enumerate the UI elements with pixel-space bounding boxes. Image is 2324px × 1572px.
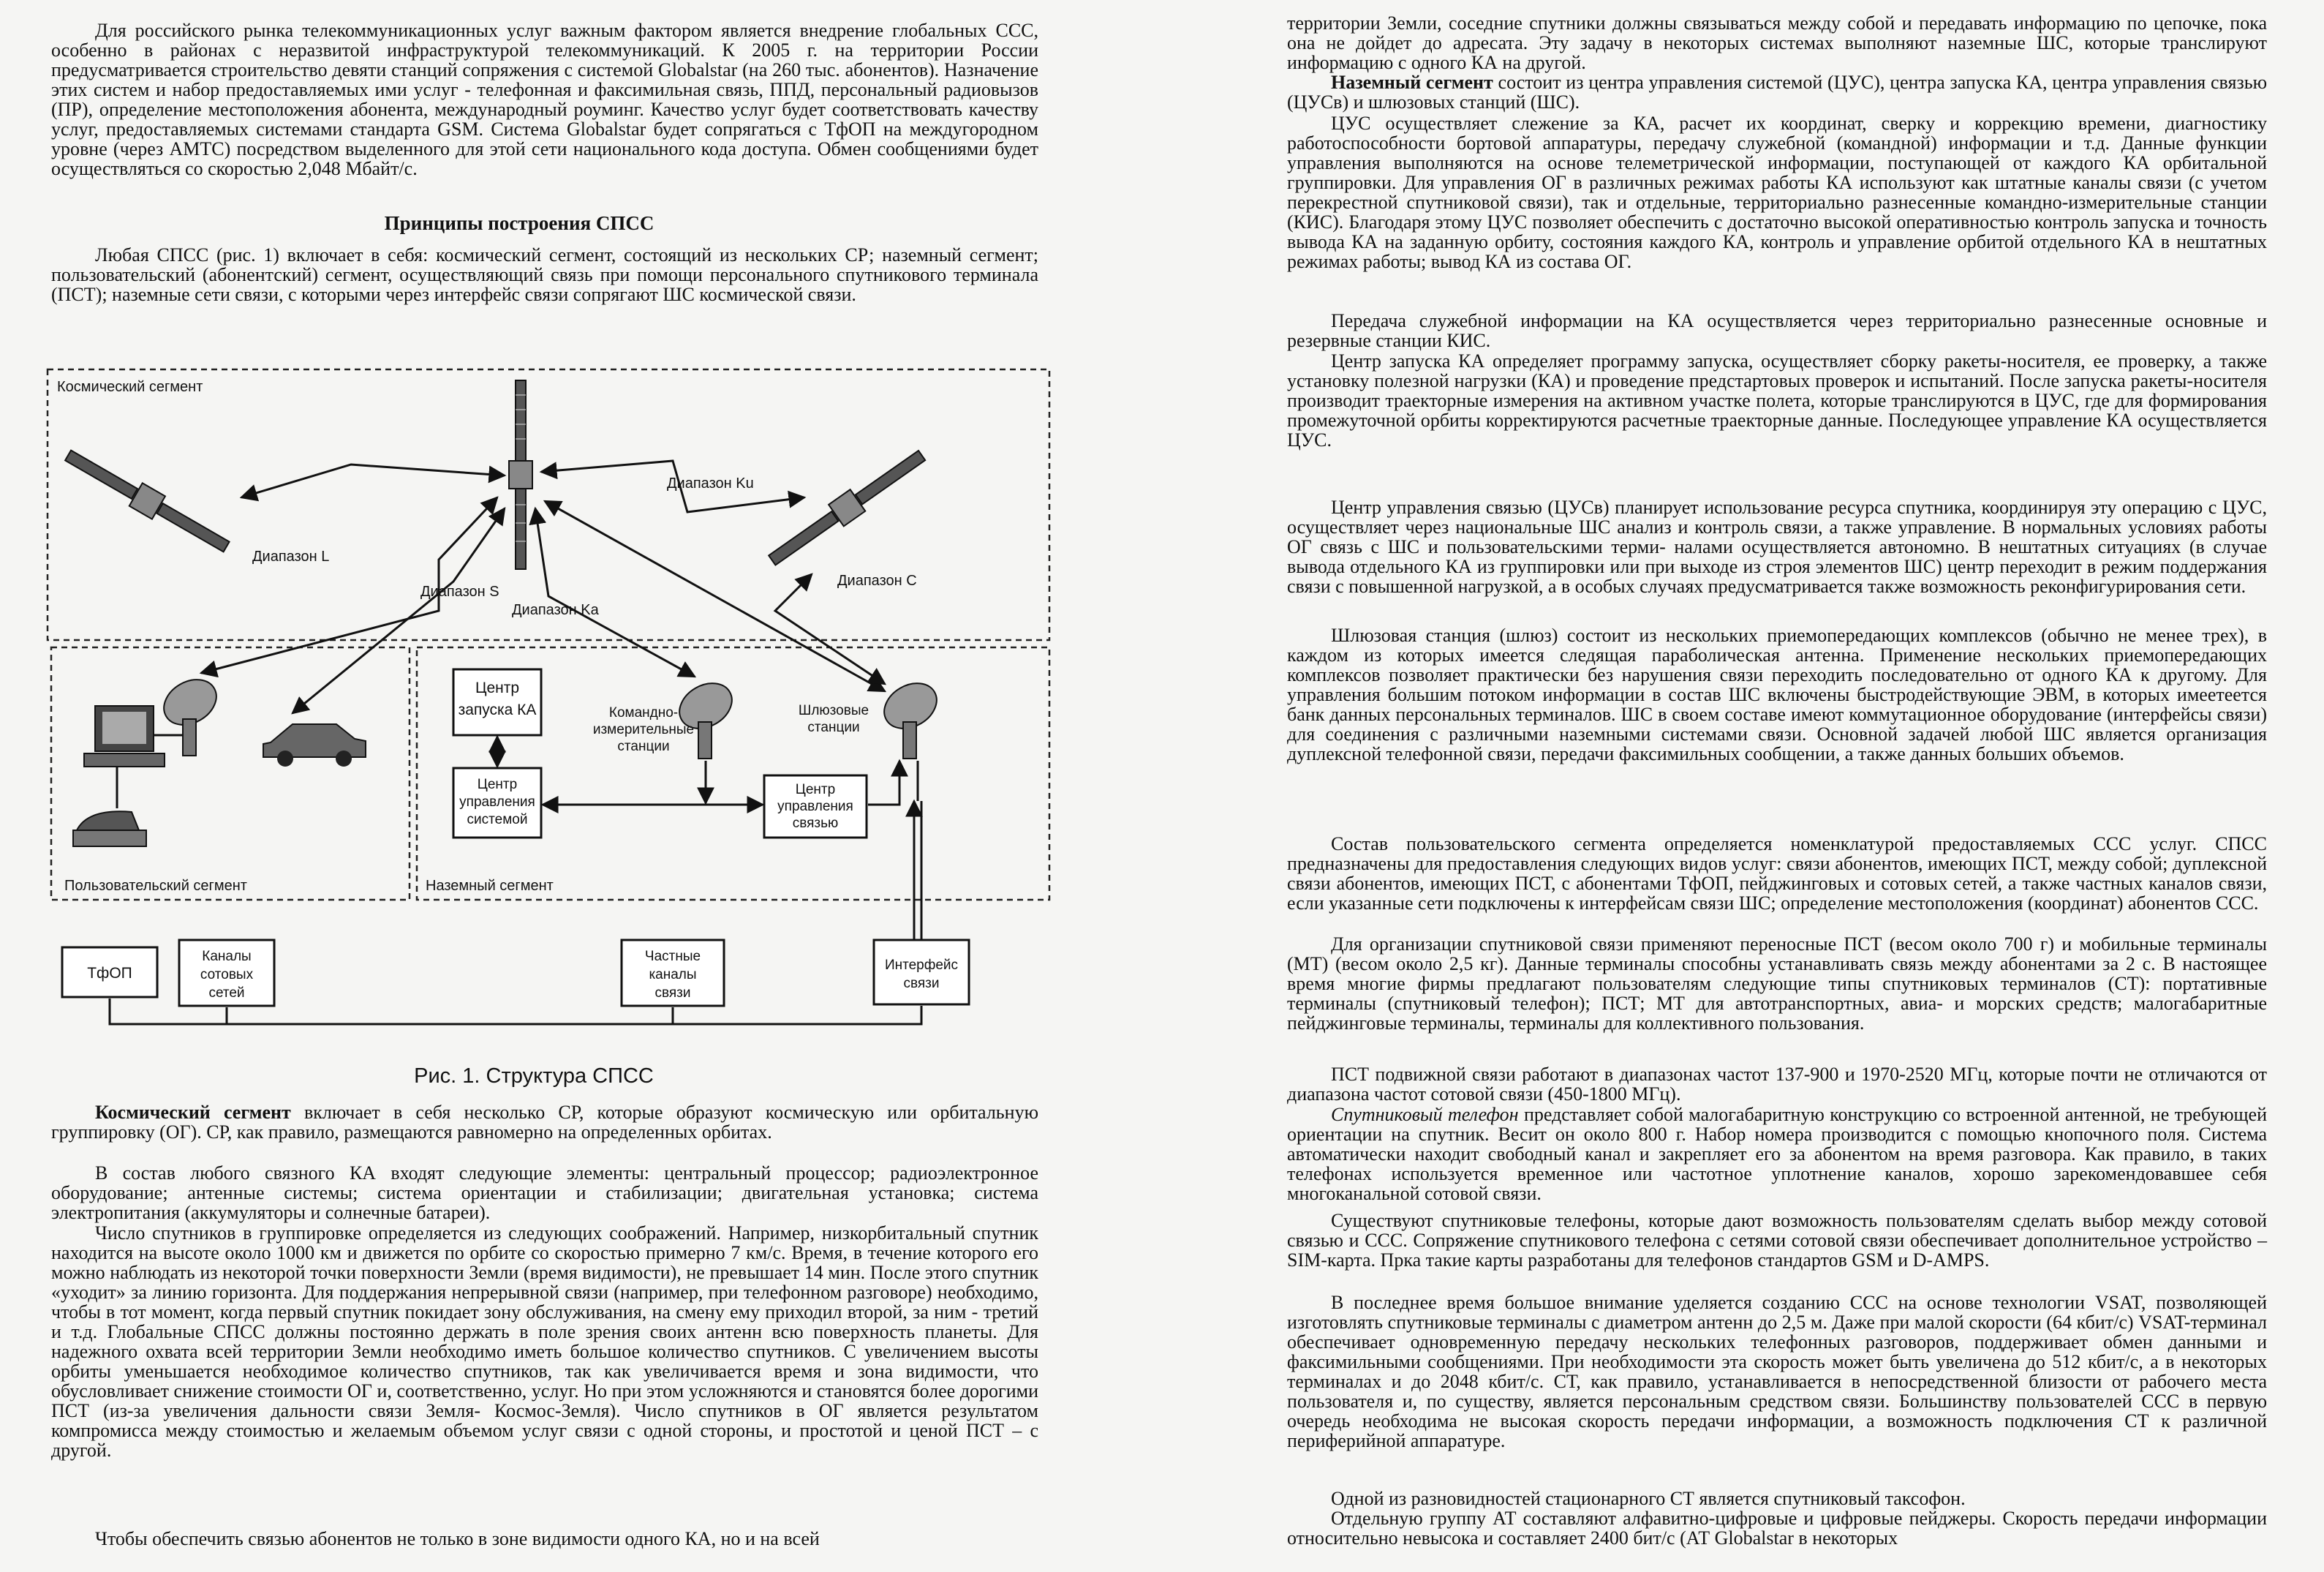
paragraph-globalstar-russia: Для российского рынка телекоммуникационных услуг важным фактором является внедрение глобальных ССС, особенно в районах с неразвитой инфраструктурой телекоммуникаций. К 2005 г. на территории России предусматривается строительство девяти станций сопряжения с системой Globalstar (на 260 тыс. абонентов). Назначение этих систем и набор предоставляемых ими услуг - телефонная и факсимильная связь, ППД, персональный радиовызов (ПР), определение местоположения абонента, международный роуминг. Качество услуг будет соответствовать качеству услуг, предоставляемых системами стандарта GSM. Система Globalstar будет сопрягаться с ТфОП на междугородном уровне (через АМТС) посредством выделенного для этой сети национального кода доступа. Обмен сообщениями будет осуществляться со скоростью 2,048 Мбайт/с.: [51, 20, 1038, 179]
paragraph-terminals: Для организации спутниковой связи применяют переносные ПСТ (весом около 700 г) и мобильные терминалы (МТ) (весом около 2,5 кг). Данные терминалы способны устанавливать связь между абонентами за 2 с. В настоящее время многие фирмы предлагают пользователям следующие типы спутниковых терминалов (СТ): портативные терминалы (спутниковый телефон); ПСТ; МТ для автотранспортных, авиа- и морских средств; малогабаритные пейджинговые терминалы, терминалы для коллективного пользования.: [1287, 933, 2267, 1034]
comm-ctrl-label-2: управления: [777, 799, 853, 814]
satellite-phone-term: Спутниковый телефон: [1331, 1104, 1519, 1125]
gateway-label-1: Шлюзовые: [798, 703, 869, 718]
paragraph-service-info: Передача служебной информации на КА осуществляется через территориально разнесенные основные и резервные станции КИС.: [1287, 310, 2267, 351]
dish-antenna-gateway-icon: [876, 674, 945, 759]
paragraph-payphone: Одной из разновидностей стационарного СТ является спутниковый таксофон.: [1331, 1488, 1966, 1509]
band-s-label: Диапазон S: [420, 584, 499, 600]
ground-segment-label: Наземный сегмент: [426, 878, 554, 894]
cmd-station-label-1: Командно-: [608, 705, 679, 721]
ground-segment-text: состоит из центра управления системой (ЦУС), центра запуска КА, центра управления связью (ЦУСв) и шлюзовых станций (ШС).: [1287, 72, 2267, 113]
paragraph-pagers: Отдельную группу АТ составляют алфавитно-цифровые и цифровые пейджеры. Скорость передачи информации относительно невысока и составляет 2400 бит/с (АТ Globalstar в некоторых: [1287, 1508, 2267, 1549]
launch-center-label-2: запуска КА: [458, 702, 537, 718]
paragraph-gateway: Шлюзовая станция (шлюз) состоит из нескольких приемопередающих комплексов (обычно не менее трех), в каждом из которых имеется следящая параболическая антенна. Применение нескольких приемопередающих комплексов позволяет практически без нарушения связи переходить последовательно от одного КА к другому. Для управления большим потоком информации в состав ШС включены быстродействующие ЭВМ, в которых имеетеется банк данных персональных терминалов. ШС в своем составе имеют коммутационное оборудование (интерфейсы связи) для соединения с различными наземными системами связи. Основной задачей любой ШС является организация дуплексной телефонной связи, передачи факсимильных сообщении, а также данных больших объемов.: [1287, 625, 2267, 764]
band-ka-label: Диапазон Ka: [512, 602, 599, 618]
spss-structure-diagram: [44, 362, 1053, 1039]
comm-ctrl-label-3: связью: [792, 816, 839, 831]
right-column: [1207, 0, 2304, 1572]
band-l-label: Диапазон L: [252, 549, 330, 565]
cell-label-1: Каналы: [202, 949, 252, 964]
private-label-3: связи: [654, 985, 691, 1001]
paragraph-vsat: В последнее время большое внимание уделяется созданию ССС на основе технологии VSAT, позволяющей изготовлять спутниковые терминалы с диаметром антенн до 2,5 м. Даже при малой скорости (64 кбит/с) VSAT-терминал обеспечивает одновременную передачу нескольких телефонных разговоров, поддерживает обмен данными и факсимильными сообщениями. При необходимости эта скорость может быть увеличена до 512 кбит/с, а в некоторых терминалах и до 2048 кбит/с. СТ, как правило, устанавливается в непосредственной близости от рабочего места пользователя и, по существу, является персональным средством связи. Большинству пользователей ССС в первую очередь необходима не высокая скорость передачи информации, а возможность подключения СТ к различной периферийной аппаратуре.: [1287, 1292, 2267, 1451]
satellite-center-icon: [509, 380, 532, 569]
satellite-phone-text: представляет собой малогабаритную конструкцию со встроенной антенной, не требующей ориентации на спутник. Весит он около 800 г. Набор номера производится с помощью кнопочного поля. Система автоматически находит свободный канал и закрепляет его за абонентом на время разговора. Как правило, в таких телефонах используется временное или частотное уплотнение каналов, хорошо зарекомендовавшее себя многоканальной сотовой связи.: [1287, 1104, 2267, 1204]
private-label-2: каналы: [649, 967, 697, 982]
user-segment-frame: [51, 647, 410, 900]
space-segment-term: Космический сегмент: [95, 1102, 291, 1123]
satellite-left-icon: [61, 444, 233, 558]
dish-antenna-cmd-icon: [671, 674, 740, 759]
sys-ctrl-label-3: системой: [467, 812, 528, 827]
private-label-1: Частные: [644, 949, 701, 964]
comm-ctrl-label-1: Центр: [795, 782, 836, 797]
link-gateway: [545, 501, 885, 691]
satellite-right-icon: [764, 445, 929, 571]
user-segment-label: Пользовательский сегмент: [64, 878, 247, 894]
telephone-icon: [73, 811, 146, 846]
paragraph-ground-segment: [1287, 72, 2267, 112]
sys-ctrl-label-2: управления: [459, 794, 535, 810]
pstn-label: ТфОП: [87, 965, 132, 982]
paragraph-satellite-phone: [1287, 1105, 2267, 1203]
computer-icon: [84, 706, 165, 808]
gateway-label-2: станции: [807, 720, 860, 735]
paragraph-launch-center: Центр запуска КА определяет программу запуска, осуществляет сборку ракеты-носителя, ее проверку, а также установку полезной нагрузки (КА) и проведение предстартовых проверок и испытаний. После запуска ракеты-носителя производит траекторные измерения на активном участке полета, которые транслируются в ЦУС, где для формирования промежуточной орбиты корректируются расчетные траекторные данные. Последующее управление КА осуществляется ЦУС.: [1287, 350, 2267, 451]
sys-ctrl-label-1: Центр: [477, 777, 518, 792]
car-icon: [263, 724, 366, 767]
section-heading-principles: Принципы построения СПСС: [384, 212, 654, 234]
paragraph-space-segment: [51, 1102, 1038, 1142]
left-column: [0, 0, 1097, 1572]
link-ka-cmd: [535, 508, 695, 677]
figure-caption: Рис. 1. Структура СПСС: [414, 1064, 654, 1088]
paragraph-frequency: ПСТ подвижной связи работают в диапазонах частот 137-900 и 1970-2520 МГц, которые почти не отличаются от диапазона частот сотовой связи (450-1800 МГц).: [1287, 1064, 2267, 1105]
space-segment-label: Космический сегмент: [57, 379, 203, 395]
space-segment-frame: [48, 369, 1049, 640]
paragraph-spss-structure: Любая СПСС (рис. 1) включает в себя: космический сегмент, состоящий из нескольких СР; наземный сегмент; пользовательский (абонентский) сегмент, осуществляющий связь при помощи персонального спутникового терминала (ПСТ); наземные сети связи, с которыми через интерфейс связи сопрягают ШС космической связи.: [51, 244, 1038, 305]
iface-label-2: связи: [903, 976, 940, 991]
paragraph-satellite-elements: В состав любого связного КА входят следующие элементы: центральный процессор; радиоэлектронное оборудование; антенные системы; система ориентации и стабилизации; двигательная установка; система электропитания (аккумуляторы и солнечные батареи).: [51, 1162, 1038, 1223]
ground-segment-term: Наземный сегмент: [1331, 72, 1493, 93]
paragraph-coverage-start: Чтобы обеспечить связью абонентов не только в зоне видимости одного КА, но и на всей: [95, 1528, 820, 1549]
cell-label-3: сетей: [208, 985, 245, 1001]
paragraph-dual-mode: Существуют спутниковые телефоны, которые дают возможность пользователям сделать выбор между сотовой связью и ССС. Сопряжение спутникового телефона с сетями сотовой связи обеспечивает дополнительное устройство – SIM-карта. Прка такие карты разработаны для телефонов стандартов GSM и D-AMPS.: [1287, 1210, 2267, 1271]
band-ku-label: Диапазон Ku: [667, 475, 754, 492]
paragraph-user-segment: Состав пользовательского сегмента определяется номенклатурой предоставляемых ССС услуг. СПСС предназначены для предоставления следующих видов услуг: связи абонентов, имеющих ПСТ, между собой; дуплексной связи абонентов, имеющих ПСТ, с абонентами ТфОП, пейджинговых и сотовых сетей, а также частных каналов связи, если указанные сети подключены к интерфейсам связи ШС; определение местоположения (координат) абонентов ССС.: [1287, 833, 2267, 914]
paragraph-comm-control: Центр управления связью (ЦУСв) планирует использование ресурса спутника, координируя эту операцию с ЦУС, осуществляет через национальные ШС анализ и контроль связи, а также управление. В нормальных условиях работы ОГ связь с ШС и пользовательскими терми- налами осуществляется автономно. В нештатных ситуациях (в случае вывода отдельного КА из группировки или при выходе из строя элементов ШС) центр переходит в режим поддержания связи с повышенной нагрузкой, а в особых случаях предусматривается также возможность реконфигурирования сети.: [1287, 497, 2267, 597]
paragraph-coverage-end: территории Земли, соседние спутники должны связываться между собой и передавать информацию по цепочке, пока она не дойдет до адресата. Эту задачу в некоторых системах выполняют наземные ШС, которые транслируют информацию с одного КА на другой.: [1287, 12, 2267, 73]
paragraph-cus: ЦУС осуществляет слежение за КА, расчет их координат, сверку и коррекцию времени, диагностику работоспособности бортовой аппаратуры, передачу служебной (командной) информации и т.д. Данные функции управления выполняются на основе телеметрической информации, поступающей от каждого КА орбитальной группировки. Для управления ОГ в различных режимах работы КА используют как штатные каналы связи (с учетом перекрестной спутниковой связи), так и отдельные, территориально разнесенные командно-измерительные станции (КИС). Благодаря этому ЦУС позволяет обеспечить с достаточно высокой оперативностью контроль запуска и точность вывода КА на заданную орбиту, состояния каждого КА, контроль и управление орбитой отдельного КА в нештатных режимах работы; вывод КА из состава ОГ.: [1287, 113, 2267, 272]
cmd-station-label-2: измерительные: [592, 722, 695, 737]
band-c-label: Диапазон C: [837, 573, 917, 589]
paragraph-satellite-count: Число спутников в группировке определяется из следующих соображений. Например, низкорбитальный спутник находится на высоте около 1000 км и движется по орбите со скоростью примерно 7 км/с. Время, в течение которого его можно наблюдать из некоторой точки поверхности Земли (время видимости), не превышает 14 мин. После этого спутник «уходит» за линию горизонта. Для поддержания непрерывной связи (например, при телефонном разговоре) необходимо, чтобы в тот момент, когда первый спутник покидает зону обслуживания, на смену ему приходил второй, за ним - третий и т.д. Глобальные СПСС должны постоянно держать в поле зрения своих антенн всю поверхность планеты. Для надежного охвата всей территории Земли необходимо иметь большое количество спутников. С увеличением высоты орбиты уменьшается необходимое количество спутников, так как увеличивается время и зона видимости, что обусловливает снижение стоимости ОГ и, соответственно, услуг. Но при этом усложняются и становятся более дорогими ПСТ (из-за увеличения дальности связи Земля- Космос-Земля). Число спутников в ОГ является результатом компромисса между стоимостью и желаемым объемом услуг связи с одной стороны, и простотой и ценой ПСТ – с другой.: [51, 1222, 1038, 1461]
link-center-left: [241, 465, 505, 497]
link-commctrl-gateway: [868, 761, 899, 805]
space-segment-text: включает в себя несколько СР, которые образуют космическую или орбитальную группировку (ОГ). СР, как правило, размещаются равномерно на определенных орбитах.: [51, 1102, 1038, 1143]
launch-center-label-1: Центр: [475, 680, 520, 696]
cmd-station-label-3: станции: [617, 739, 670, 754]
dish-antenna-user-icon: [154, 671, 225, 756]
link-c-gateway: [775, 574, 885, 684]
iface-label-1: Интерфейс: [884, 958, 959, 973]
cell-label-2: сотовых: [200, 967, 254, 982]
